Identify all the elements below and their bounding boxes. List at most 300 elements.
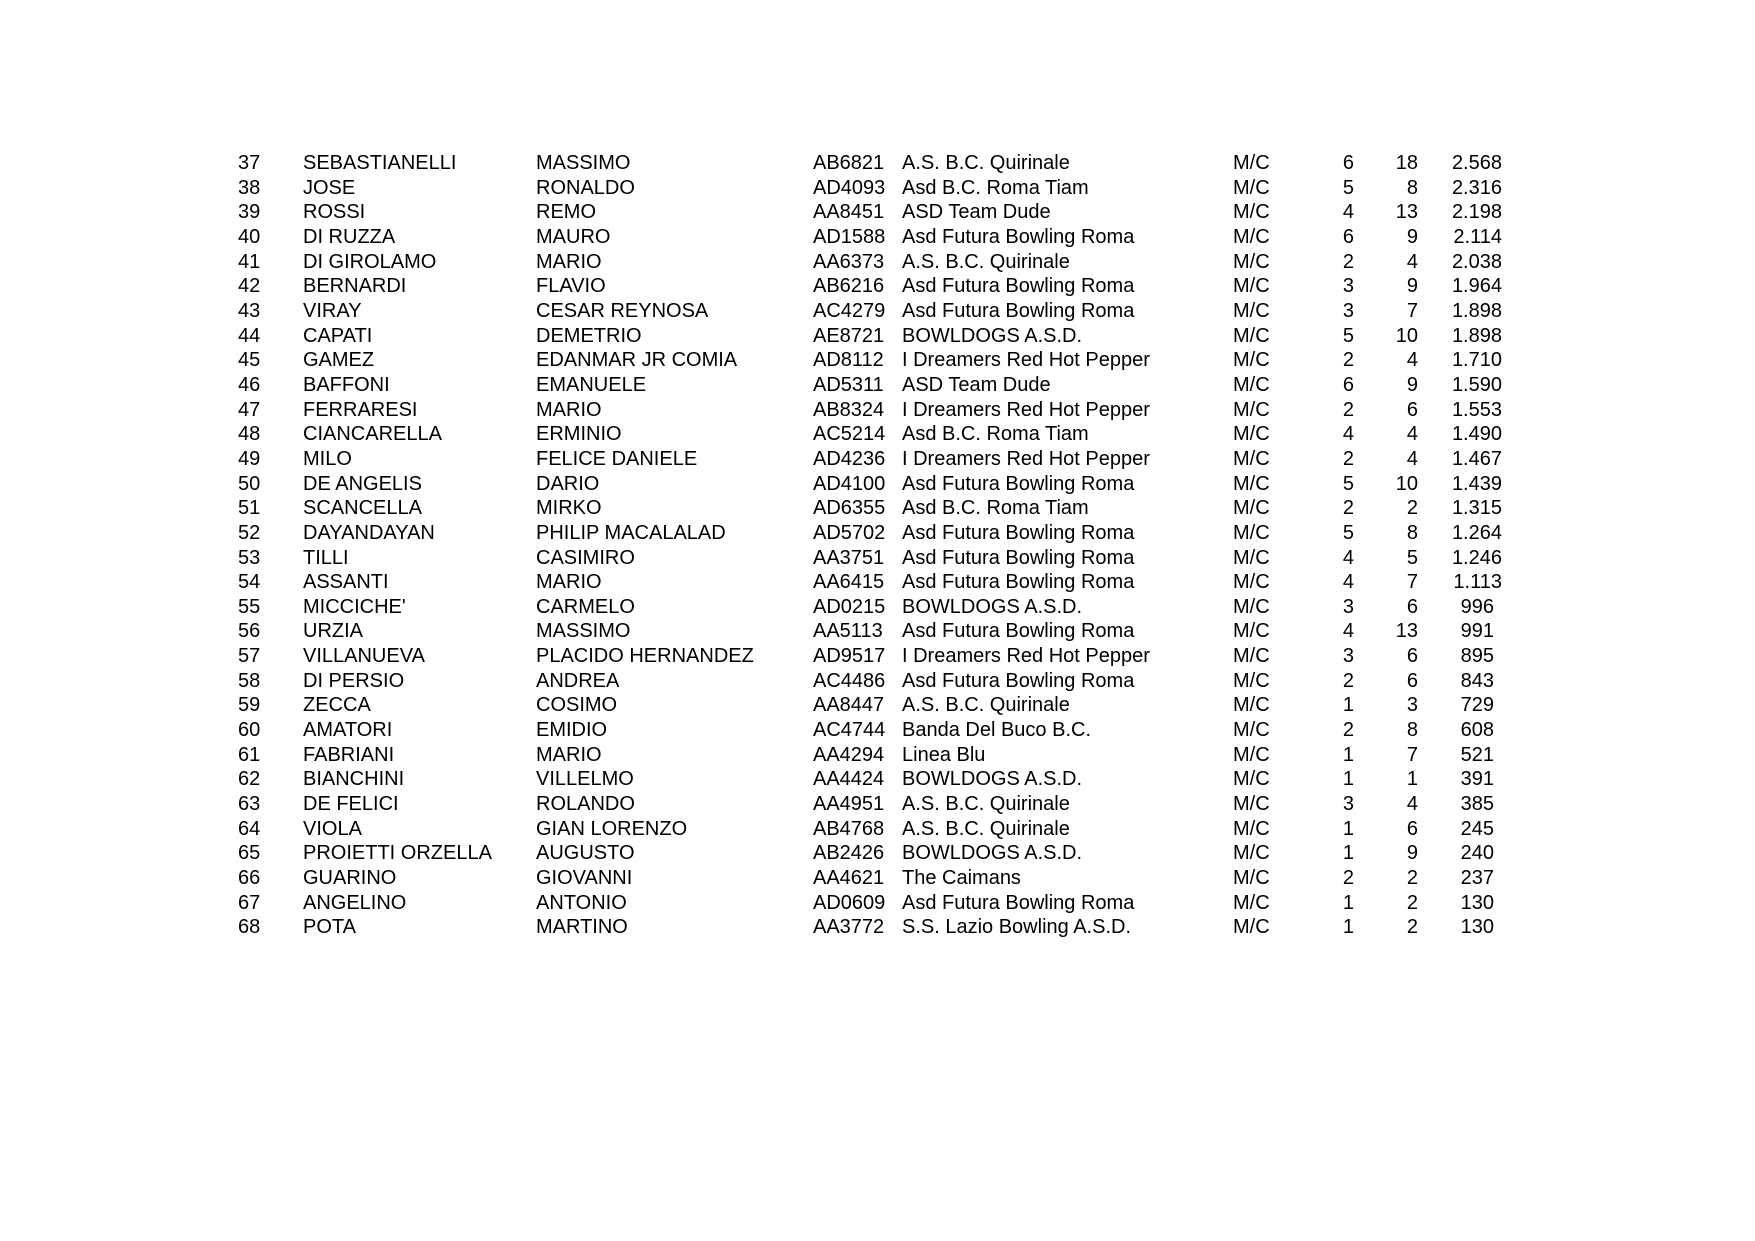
table-row [0, 521, 1755, 546]
table-row [0, 373, 1755, 398]
club-cell: Asd Futura Bowling Roma [902, 225, 1135, 248]
position-cell: 50 [238, 472, 261, 495]
count-1-cell: 4 [1342, 571, 1354, 594]
table-row [0, 546, 1755, 571]
license-code-cell: AB4768 [813, 817, 885, 840]
table-row [0, 570, 1755, 595]
category-cell: M/C [1233, 299, 1270, 322]
firstname-cell: MARIO [536, 571, 602, 594]
count-2-cell: 9 [1406, 373, 1418, 396]
license-code-cell: AA3751 [813, 546, 885, 569]
count-2-cell: 4 [1406, 250, 1418, 273]
category-cell: M/C [1233, 447, 1270, 470]
license-code-cell: AA5113 [813, 620, 883, 643]
position-cell: 59 [238, 694, 261, 717]
license-code-cell: AD1588 [813, 225, 886, 248]
license-code-cell: AC4486 [813, 669, 886, 692]
surname-cell: BIANCHINI [303, 768, 405, 791]
category-cell: M/C [1233, 546, 1270, 569]
count-2-cell: 13 [1395, 201, 1418, 224]
license-code-cell: AD6355 [813, 497, 886, 520]
category-cell: M/C [1233, 793, 1270, 816]
count-1-cell: 2 [1342, 669, 1354, 692]
club-cell: BOWLDOGS A.S.D. [902, 768, 1083, 791]
license-code-cell: AD8112 [813, 349, 884, 372]
count-1-cell: 2 [1342, 398, 1354, 421]
firstname-cell: ERMINIO [536, 423, 622, 446]
surname-cell: SEBASTIANELLI [303, 152, 457, 174]
club-cell: Asd Futura Bowling Roma [902, 891, 1135, 914]
count-1-cell: 2 [1342, 719, 1354, 742]
club-cell: ASD Team Dude [902, 201, 1051, 224]
count-1-cell: 5 [1342, 324, 1354, 347]
score-cell: 1.590 [1451, 373, 1502, 396]
count-1-cell: 2 [1342, 497, 1354, 520]
surname-cell: JOSE [303, 176, 356, 199]
surname-cell: URZIA [303, 620, 363, 643]
surname-cell: FERRARESI [303, 398, 418, 421]
category-cell: M/C [1233, 916, 1270, 939]
surname-cell: DE ANGELIS [303, 472, 422, 495]
score-cell: 385 [1460, 793, 1494, 816]
license-code-cell: AA8451 [813, 201, 885, 224]
license-code-cell: AC4744 [813, 719, 886, 742]
category-cell: M/C [1233, 842, 1270, 865]
position-cell: 52 [238, 521, 261, 544]
club-cell: A.S. B.C. Quirinale [902, 250, 1070, 273]
firstname-cell: AUGUSTO [536, 842, 635, 865]
score-cell: 1.264 [1451, 521, 1502, 544]
table-row [0, 422, 1755, 447]
club-cell: Asd B.C. Roma Tiam [902, 423, 1089, 446]
club-cell: A.S. B.C. Quirinale [902, 152, 1070, 174]
score-cell: 130 [1460, 891, 1494, 914]
score-cell: 843 [1460, 669, 1494, 692]
count-1-cell: 1 [1342, 768, 1354, 791]
category-cell: M/C [1233, 595, 1270, 618]
count-1-cell: 1 [1342, 891, 1354, 914]
count-2-cell: 6 [1406, 645, 1418, 668]
category-cell: M/C [1233, 423, 1270, 446]
count-1-cell: 6 [1342, 373, 1354, 396]
position-cell: 39 [238, 201, 261, 224]
surname-cell: MILO [303, 447, 352, 470]
surname-cell: ROSSI [303, 201, 366, 224]
category-cell: M/C [1233, 201, 1270, 224]
category-cell: M/C [1233, 225, 1270, 248]
surname-cell: CIANCARELLA [303, 423, 442, 446]
license-code-cell: AC4279 [813, 299, 886, 322]
count-1-cell: 2 [1342, 250, 1354, 273]
count-2-cell: 4 [1406, 349, 1418, 372]
score-cell: 1.467 [1451, 447, 1502, 470]
firstname-cell: FELICE DANIELE [536, 447, 698, 470]
firstname-cell: MARIO [536, 743, 602, 766]
count-2-cell: 13 [1395, 620, 1418, 643]
category-cell: M/C [1233, 521, 1270, 544]
club-cell: I Dreamers Red Hot Pepper [902, 447, 1150, 470]
count-2-cell: 7 [1406, 743, 1418, 766]
position-cell: 57 [238, 645, 261, 668]
surname-cell: BAFFONI [303, 373, 390, 396]
score-cell: 1.490 [1451, 423, 1502, 446]
score-cell: 1.439 [1451, 472, 1502, 495]
license-code-cell: AA4951 [813, 793, 885, 816]
score-cell: 2.316 [1451, 176, 1502, 199]
license-code-cell: AD5311 [813, 373, 884, 396]
count-2-cell: 6 [1406, 817, 1418, 840]
club-cell: Asd Futura Bowling Roma [902, 299, 1135, 322]
count-2-cell: 9 [1406, 225, 1418, 248]
count-2-cell: 2 [1406, 867, 1418, 890]
club-cell: The Caimans [902, 867, 1021, 890]
score-cell: 729 [1460, 694, 1494, 717]
table-row [0, 472, 1755, 497]
firstname-cell: VILLELMO [536, 768, 634, 791]
firstname-cell: CARMELO [536, 595, 635, 618]
category-cell: M/C [1233, 620, 1270, 643]
count-1-cell: 3 [1342, 793, 1354, 816]
position-cell: 42 [238, 275, 261, 298]
table-row [0, 817, 1755, 842]
firstname-cell: DARIO [536, 472, 600, 495]
score-cell: 2.114 [1453, 225, 1502, 248]
license-code-cell: AB6821 [813, 152, 885, 174]
table-row [0, 866, 1755, 891]
category-cell: M/C [1233, 373, 1270, 396]
position-cell: 43 [238, 299, 261, 322]
category-cell: M/C [1233, 719, 1270, 742]
license-code-cell: AD0609 [813, 891, 886, 914]
club-cell: A.S. B.C. Quirinale [902, 694, 1070, 717]
firstname-cell: GIOVANNI [536, 867, 633, 890]
count-2-cell: 6 [1406, 595, 1418, 618]
table-row [0, 447, 1755, 472]
count-2-cell: 8 [1406, 719, 1418, 742]
count-1-cell: 3 [1342, 595, 1354, 618]
position-cell: 37 [238, 152, 261, 174]
license-code-cell: AC5214 [813, 423, 886, 446]
category-cell: M/C [1233, 768, 1270, 791]
surname-cell: BERNARDI [303, 275, 407, 298]
table-row [0, 324, 1755, 349]
count-1-cell: 2 [1342, 867, 1354, 890]
surname-cell: PROIETTI ORZELLA [303, 842, 492, 865]
count-1-cell: 4 [1342, 620, 1354, 643]
count-1-cell: 3 [1342, 645, 1354, 668]
firstname-cell: PHILIP MACALALAD [536, 521, 726, 544]
table-row [0, 274, 1755, 299]
club-cell: Linea Blu [902, 743, 986, 766]
score-cell: 521 [1460, 743, 1494, 766]
table-row [0, 250, 1755, 275]
surname-cell: GUARINO [303, 867, 397, 890]
table-row [0, 743, 1755, 768]
position-cell: 56 [238, 620, 261, 643]
position-cell: 65 [238, 842, 261, 865]
count-1-cell: 4 [1342, 201, 1354, 224]
firstname-cell: REMO [536, 201, 596, 224]
count-1-cell: 4 [1342, 546, 1354, 569]
count-1-cell: 6 [1342, 225, 1354, 248]
position-cell: 49 [238, 447, 261, 470]
count-1-cell: 1 [1342, 743, 1354, 766]
club-cell: Asd Futura Bowling Roma [902, 275, 1135, 298]
club-cell: Asd Futura Bowling Roma [902, 521, 1135, 544]
surname-cell: ASSANTI [303, 571, 389, 594]
category-cell: M/C [1233, 891, 1270, 914]
firstname-cell: MAURO [536, 225, 611, 248]
license-code-cell: AD9517 [813, 645, 886, 668]
category-cell: M/C [1233, 669, 1270, 692]
firstname-cell: MIRKO [536, 497, 602, 520]
score-cell: 2.038 [1451, 250, 1502, 273]
club-cell: I Dreamers Red Hot Pepper [902, 349, 1150, 372]
score-cell: 1.553 [1451, 398, 1502, 421]
firstname-cell: PLACIDO HERNANDEZ [536, 645, 754, 668]
table-row [0, 891, 1755, 916]
table-row [0, 619, 1755, 644]
position-cell: 47 [238, 398, 261, 421]
license-code-cell: AA4294 [813, 743, 885, 766]
count-2-cell: 7 [1406, 299, 1418, 322]
license-code-cell: AA6373 [813, 250, 885, 273]
category-cell: M/C [1233, 571, 1270, 594]
category-cell: M/C [1233, 176, 1270, 199]
surname-cell: DE FELICI [303, 793, 399, 816]
firstname-cell: DEMETRIO [536, 324, 642, 347]
position-cell: 64 [238, 817, 261, 840]
license-code-cell: AB6216 [813, 275, 885, 298]
club-cell: Asd Futura Bowling Roma [902, 546, 1135, 569]
surname-cell: DI GIROLAMO [303, 250, 437, 273]
position-cell: 63 [238, 793, 261, 816]
license-code-cell: AA6415 [813, 571, 885, 594]
score-cell: 996 [1460, 595, 1494, 618]
count-2-cell: 10 [1395, 472, 1418, 495]
firstname-cell: ROLANDO [536, 793, 635, 816]
club-cell: Asd B.C. Roma Tiam [902, 176, 1089, 199]
club-cell: BOWLDOGS A.S.D. [902, 595, 1083, 618]
firstname-cell: COSIMO [536, 694, 618, 717]
score-cell: 1.315 [1451, 497, 1502, 520]
club-cell: Asd Futura Bowling Roma [902, 669, 1135, 692]
score-cell: 895 [1460, 645, 1494, 668]
table-row [0, 225, 1755, 250]
count-2-cell: 4 [1406, 793, 1418, 816]
score-cell: 991 [1460, 620, 1494, 643]
score-cell: 391 [1460, 768, 1494, 791]
position-cell: 51 [238, 497, 261, 520]
surname-cell: DI RUZZA [303, 225, 396, 248]
firstname-cell: EDANMAR JR COMIA [536, 349, 738, 372]
count-2-cell: 2 [1406, 891, 1418, 914]
category-cell: M/C [1233, 694, 1270, 717]
club-cell: I Dreamers Red Hot Pepper [902, 398, 1150, 421]
count-1-cell: 2 [1342, 447, 1354, 470]
score-cell: 240 [1460, 842, 1494, 865]
score-cell: 130 [1460, 916, 1494, 939]
club-cell: BOWLDOGS A.S.D. [902, 842, 1083, 865]
count-1-cell: 4 [1342, 423, 1354, 446]
table-row [0, 915, 1755, 940]
category-cell: M/C [1233, 398, 1270, 421]
club-cell: Asd Futura Bowling Roma [902, 472, 1135, 495]
count-2-cell: 7 [1406, 571, 1418, 594]
score-cell: 245 [1460, 817, 1494, 840]
position-cell: 58 [238, 669, 261, 692]
firstname-cell: GIAN LORENZO [536, 817, 688, 840]
license-code-cell: AE8721 [813, 324, 885, 347]
count-1-cell: 1 [1342, 694, 1354, 717]
position-cell: 54 [238, 571, 261, 594]
category-cell: M/C [1233, 497, 1270, 520]
table-row [0, 398, 1755, 423]
firstname-cell: ANTONIO [536, 891, 627, 914]
surname-cell: VILLANUEVA [303, 645, 425, 668]
license-code-cell: AA4621 [813, 867, 885, 890]
firstname-cell: MARIO [536, 250, 602, 273]
position-cell: 46 [238, 373, 261, 396]
count-2-cell: 18 [1395, 152, 1418, 174]
category-cell: M/C [1233, 349, 1270, 372]
count-1-cell: 3 [1342, 299, 1354, 322]
club-cell: BOWLDOGS A.S.D. [902, 324, 1083, 347]
table-row [0, 767, 1755, 792]
surname-cell: SCANCELLA [303, 497, 422, 520]
table-row [0, 299, 1755, 324]
ranking-table [0, 151, 1755, 940]
count-1-cell: 2 [1342, 349, 1354, 372]
table-row [0, 669, 1755, 694]
club-cell: Banda Del Buco B.C. [902, 719, 1091, 742]
position-cell: 67 [238, 891, 261, 914]
table-row [0, 151, 1755, 176]
table-row [0, 496, 1755, 521]
firstname-cell: MASSIMO [536, 152, 631, 174]
position-cell: 61 [238, 743, 261, 766]
table-row [0, 693, 1755, 718]
count-2-cell: 10 [1395, 324, 1418, 347]
count-2-cell: 9 [1406, 842, 1418, 865]
count-2-cell: 3 [1406, 694, 1418, 717]
table-row [0, 718, 1755, 743]
position-cell: 40 [238, 225, 261, 248]
category-cell: M/C [1233, 324, 1270, 347]
score-cell: 1.898 [1451, 299, 1502, 322]
surname-cell: FABRIANI [303, 743, 395, 766]
score-cell: 1.964 [1451, 275, 1502, 298]
table-row [0, 595, 1755, 620]
firstname-cell: MASSIMO [536, 620, 631, 643]
club-cell: Asd Futura Bowling Roma [902, 571, 1135, 594]
score-cell: 1.113 [1453, 571, 1502, 594]
surname-cell: ANGELINO [303, 891, 407, 914]
surname-cell: DAYANDAYAN [303, 521, 435, 544]
count-2-cell: 4 [1406, 447, 1418, 470]
count-1-cell: 5 [1342, 176, 1354, 199]
count-1-cell: 3 [1342, 275, 1354, 298]
club-cell: ASD Team Dude [902, 373, 1051, 396]
score-cell: 237 [1460, 867, 1494, 890]
count-2-cell: 2 [1406, 497, 1418, 520]
count-1-cell: 1 [1342, 817, 1354, 840]
count-2-cell: 9 [1406, 275, 1418, 298]
license-code-cell: AA4424 [813, 768, 885, 791]
position-cell: 66 [238, 867, 261, 890]
table-row [0, 644, 1755, 669]
count-2-cell: 8 [1406, 176, 1418, 199]
firstname-cell: EMIDIO [536, 719, 608, 742]
license-code-cell: AD4100 [813, 472, 886, 495]
license-code-cell: AB8324 [813, 398, 885, 421]
count-2-cell: 6 [1406, 398, 1418, 421]
license-code-cell: AD4093 [813, 176, 886, 199]
score-cell: 1.246 [1451, 546, 1502, 569]
position-cell: 38 [238, 176, 261, 199]
club-cell: A.S. B.C. Quirinale [902, 817, 1070, 840]
license-code-cell: AD0215 [813, 595, 886, 618]
firstname-cell: MARIO [536, 398, 602, 421]
surname-cell: AMATORI [303, 719, 393, 742]
category-cell: M/C [1233, 817, 1270, 840]
surname-cell: DI PERSIO [303, 669, 405, 692]
category-cell: M/C [1233, 275, 1270, 298]
table-row [0, 176, 1755, 201]
club-cell: Asd Futura Bowling Roma [902, 620, 1135, 643]
position-cell: 45 [238, 349, 261, 372]
license-code-cell: AB2426 [813, 842, 885, 865]
surname-cell: VIOLA [303, 817, 362, 840]
table-row [0, 200, 1755, 225]
surname-cell: CAPATI [303, 324, 373, 347]
surname-cell: GAMEZ [303, 349, 375, 372]
license-code-cell: AA8447 [813, 694, 885, 717]
surname-cell: VIRAY [303, 299, 362, 322]
count-2-cell: 4 [1406, 423, 1418, 446]
count-1-cell: 1 [1342, 842, 1354, 865]
license-code-cell: AD5702 [813, 521, 886, 544]
position-cell: 44 [238, 324, 261, 347]
category-cell: M/C [1233, 867, 1270, 890]
count-1-cell: 5 [1342, 472, 1354, 495]
table-row [0, 841, 1755, 866]
surname-cell: TILLI [303, 546, 349, 569]
firstname-cell: RONALDO [536, 176, 635, 199]
position-cell: 53 [238, 546, 261, 569]
count-1-cell: 5 [1342, 521, 1354, 544]
score-cell: 2.568 [1451, 152, 1502, 174]
score-cell: 1.710 [1451, 349, 1502, 372]
firstname-cell: CASIMIRO [536, 546, 635, 569]
firstname-cell: FLAVIO [536, 275, 606, 298]
position-cell: 62 [238, 768, 261, 791]
firstname-cell: EMANUELE [536, 373, 647, 396]
position-cell: 60 [238, 719, 261, 742]
category-cell: M/C [1233, 743, 1270, 766]
surname-cell: MICCICHE' [303, 595, 406, 618]
position-cell: 48 [238, 423, 261, 446]
count-2-cell: 8 [1406, 521, 1418, 544]
score-cell: 2.198 [1451, 201, 1502, 224]
license-code-cell: AD4236 [813, 447, 886, 470]
table-row [0, 792, 1755, 817]
count-2-cell: 5 [1406, 546, 1418, 569]
club-cell: Asd B.C. Roma Tiam [902, 497, 1089, 520]
count-2-cell: 2 [1406, 916, 1418, 939]
category-cell: M/C [1233, 472, 1270, 495]
count-1-cell: 6 [1342, 152, 1354, 174]
